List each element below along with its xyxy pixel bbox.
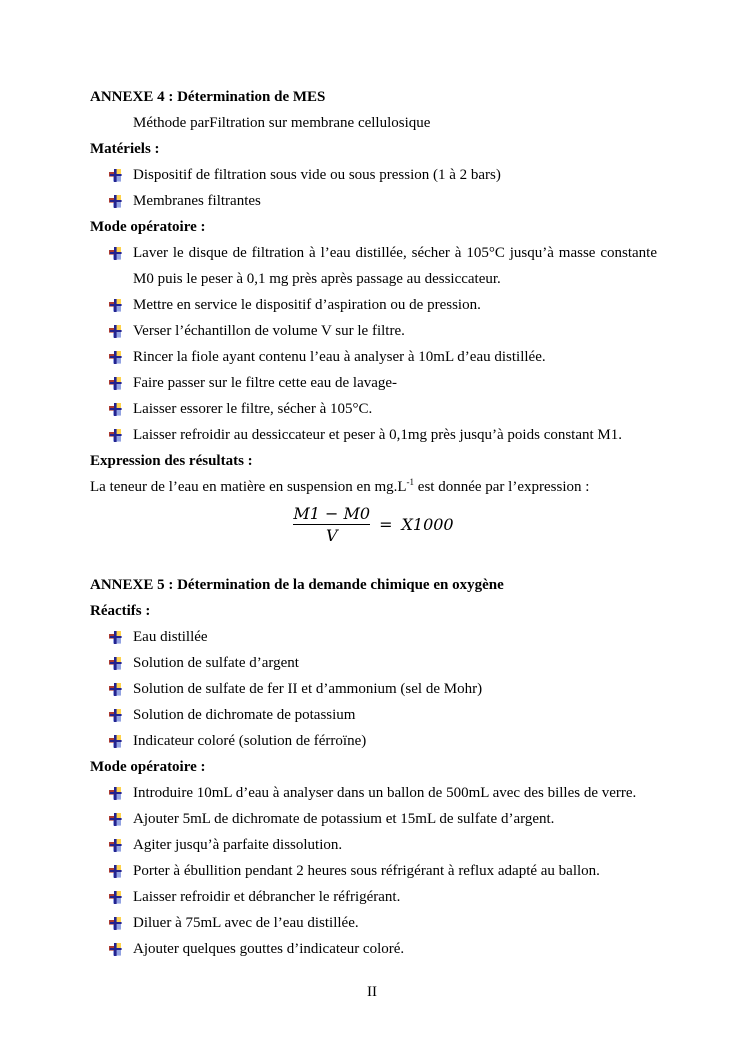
list-item-text: Solution de dichromate de potassium (133, 707, 356, 723)
colored-cross-bullet-icon (109, 169, 122, 182)
results-intro-text-after: est donnée par l’expression : (414, 479, 590, 495)
list-item-text: Porter à ébullition pendant 2 heures sous réfrigérant à reflux adapté au ballon. (133, 863, 600, 879)
list-item (90, 702, 657, 728)
list-item-text: Verser l’échantillon de volume V sur le filtre. (133, 323, 405, 339)
list-item-text: Laisser essorer le filtre, sécher à 105°C. (133, 401, 373, 417)
colored-cross-bullet-icon (109, 709, 122, 722)
list-item (90, 422, 657, 448)
colored-cross-bullet-icon (109, 839, 122, 852)
colored-cross-bullet-icon (109, 891, 122, 904)
list-item-text: Laisser refroidir et débrancher le réfrigérant. (133, 889, 401, 905)
list-item-text: Solution de sulfate de fer II et d’ammonium (sel de Mohr) (133, 681, 483, 697)
list-item (90, 676, 657, 702)
results-intro (90, 474, 657, 500)
list-item (90, 240, 657, 292)
annexe4-materiels-heading: Matériels : (90, 141, 160, 157)
blank-line (90, 548, 657, 572)
list-item (90, 884, 657, 910)
colored-cross-bullet-icon (109, 683, 122, 696)
colored-cross-bullet-icon (109, 865, 122, 878)
colored-cross-bullet-icon (109, 917, 122, 930)
page-number: II (367, 984, 377, 1000)
list-item-text: Eau distillée (133, 629, 208, 645)
annexe5-mode-heading: Mode opératoire : (90, 759, 206, 775)
list-item (90, 650, 657, 676)
list-item (90, 188, 657, 214)
list-item-text: Dispositif de filtration sous vide ou sous pression (1 à 2 bars) (133, 167, 501, 183)
annexe4-title: ANNEXE 4 : Détermination de MES (90, 89, 326, 105)
list-item (90, 370, 657, 396)
colored-cross-bullet-icon (109, 325, 122, 338)
colored-cross-bullet-icon (109, 631, 122, 644)
annexe5-title: ANNEXE 5 : Détermination de la demande chimique en oxygène (90, 577, 504, 593)
colored-cross-bullet-icon (109, 299, 122, 312)
list-item-text: Ajouter quelques gouttes d’indicateur coloré. (133, 941, 405, 957)
list-item-text: Introduire 10mL d’eau à analyser dans un ballon de 500mL avec des billes de verre. (133, 785, 637, 801)
formula-numerator: M1 − M0 (293, 503, 371, 523)
list-item-text: Ajouter 5mL de dichromate de potassium et 15mL de sulfate d’argent. (133, 811, 555, 827)
formula-equals-sign: = (379, 514, 393, 534)
list-item-text: Solution de sulfate d’argent (133, 655, 299, 671)
colored-cross-bullet-icon (109, 813, 122, 826)
list-item-text: Mettre en service le dispositif d’aspiration ou de pression. (133, 297, 481, 313)
list-item (90, 344, 657, 370)
formula-denominator: V (293, 524, 370, 546)
annexe4-results-heading: Expression des résultats : (90, 453, 253, 469)
colored-cross-bullet-icon (109, 377, 122, 390)
formula (90, 500, 657, 548)
formula-rhs: X1000 (401, 514, 454, 534)
colored-cross-bullet-icon (109, 351, 122, 364)
colored-cross-bullet-icon (109, 787, 122, 800)
list-item-text: Laisser refroidir au dessiccateur et peser à 0,1mg près jusqu’à poids constant M1. (133, 427, 623, 443)
list-item-text: Laver le disque de filtration à l’eau distillée, sécher à 105°C jusqu’à masse constante M0 puis le peser à 0,1 mg près après passage au dessiccateur. (133, 245, 657, 287)
colored-cross-bullet-icon (109, 403, 122, 416)
superscript-exponent: -1 (406, 477, 415, 487)
list-item (90, 292, 657, 318)
list-item-text: Diluer à 75mL avec de l’eau distillée. (133, 915, 359, 931)
colored-cross-bullet-icon (109, 657, 122, 670)
list-item (90, 624, 657, 650)
colored-cross-bullet-icon (109, 735, 122, 748)
list-item (90, 806, 657, 832)
list-item-text: Membranes filtrantes (133, 193, 261, 209)
colored-cross-bullet-icon (109, 195, 122, 208)
list-item-text: Indicateur coloré (solution de férroïne) (133, 733, 367, 749)
colored-cross-bullet-icon (109, 429, 122, 442)
list-item (90, 858, 657, 884)
list-item (90, 936, 657, 962)
results-intro-text: La teneur de l’eau en matière en suspension en mg.L (90, 479, 407, 495)
list-item-text: Faire passer sur le filtre cette eau de lavage- (133, 375, 398, 391)
colored-cross-bullet-icon (109, 247, 122, 260)
list-item (90, 832, 657, 858)
annexe4-subtitle: Méthode parFiltration sur membrane cellulosique (133, 115, 431, 131)
formula-fraction (293, 503, 370, 546)
annexe4-mode-heading: Mode opératoire : (90, 219, 206, 235)
list-item-text: Agiter jusqu’à parfaite dissolution. (133, 837, 343, 853)
colored-cross-bullet-icon (109, 943, 122, 956)
page-content (90, 84, 657, 962)
list-item-text: Rincer la fiole ayant contenu l’eau à analyser à 10mL d’eau distillée. (133, 349, 546, 365)
list-item (90, 396, 657, 422)
list-item (90, 780, 657, 806)
list-item (90, 162, 657, 188)
list-item (90, 910, 657, 936)
annexe5-reactifs-heading: Réactifs : (90, 603, 151, 619)
list-item (90, 318, 657, 344)
list-item (90, 728, 657, 754)
